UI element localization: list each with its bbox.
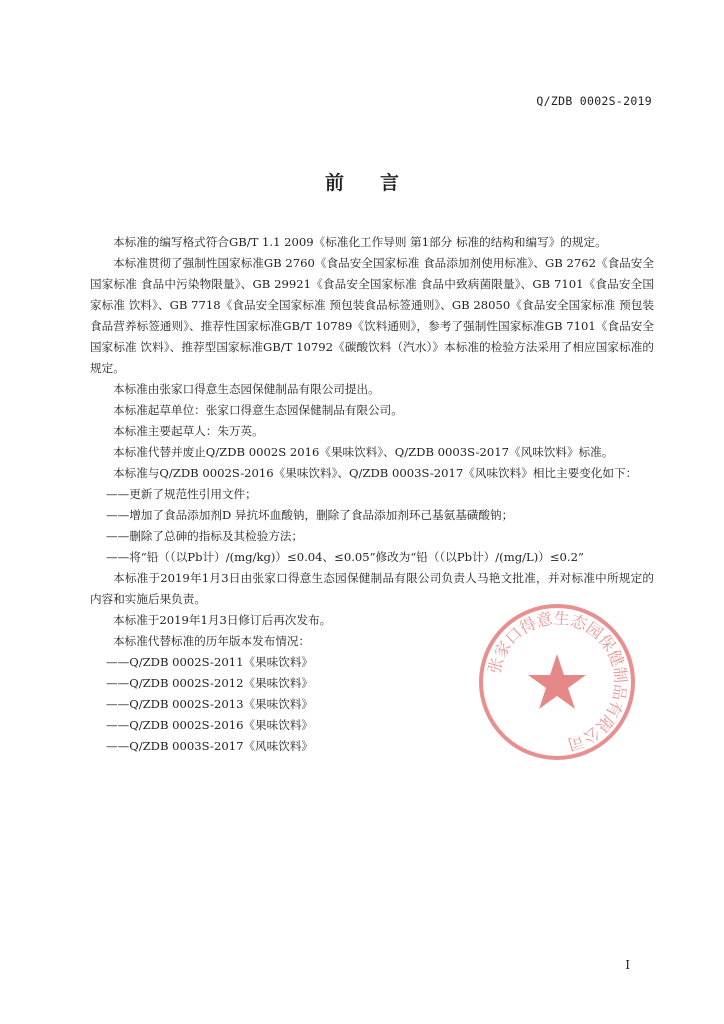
paragraph-replaces: 本标准代替并废止Q/ZDB 0002S 2016《果味饮料》、Q/ZDB 0003S-2017《风味饮料》标准。 <box>113 445 614 459</box>
history-item: ——Q/ZDB 0002S-2012《果味饮料》 <box>106 676 314 690</box>
history-item: ——Q/ZDB 0002S-2016《果味饮料》 <box>106 718 314 732</box>
paragraph-changes-intro: 本标准与Q/ZDB 0002S-2016《果味饮料》、Q/ZDB 0003S-2017《风味饮料》相比主要变化如下： <box>113 466 638 480</box>
change-item: ——将“铅（（以Pb计）/(mg/kg)）≤0.04、≤0.05”修改为“铅（（以Pb计）/(mg/L)）≤0.2” <box>106 550 584 564</box>
company-seal <box>475 600 639 764</box>
paragraph-history-intro: 本标准代替标准的历年版本发布情况： <box>113 634 311 648</box>
change-item: ——增加了食品添加剂D 异抗坏血酸钠，删除了食品添加剂环己基氨基磺酸钠； <box>106 508 514 522</box>
seal-star-icon <box>528 654 586 709</box>
paragraph-approval: 本标准于2019年1月3日由张家口得意生态园保健制品有限公司负责人马艳文批准，并对标准中所规定的内容和实施后果负责。 <box>90 571 654 606</box>
paragraph-release: 本标准于2019年1月3日修订后再次发布。 <box>113 613 332 627</box>
paragraph-references: 本标准贯彻了强制性国家标准GB 2760《食品安全国家标准 食品添加剂使用标准》、GB 2762《食品安全国家标准 食品中污染物限量》、GB 29921《食品安全国家标准 食品中致病菌限量》、GB 7101《食品安全国家标准 饮料》、GB 7718《食品安全国家标准 预包装食品标签通则》、GB 28050《食品安全国家标准 预包装食品营养标签通则》、推荐性国家标准GB/T 10789《饮料通则》，参考了强制性国家标准GB 7101《食品安全国家标准 饮料》、推荐型国家标准GB/T 10792《碳酸饮料（汽水）》本标准的检验方法采用了相应国家标准的规定。 <box>90 256 654 375</box>
history-item: ——Q/ZDB 0003S-2017《风味饮料》 <box>106 739 314 753</box>
seal-text: 张家口得意生态园保健制品有限公司 <box>484 608 631 755</box>
paragraph-drafting-unit: 本标准起草单位：张家口得意生态园保健制品有限公司。 <box>113 403 403 417</box>
change-item: ——更新了规范性引用文件； <box>106 487 257 501</box>
paragraph-drafter: 本标准主要起草人：朱万英。 <box>113 424 264 438</box>
page-number: I <box>625 958 630 972</box>
document-id: Q/ZDB 0002S-2019 <box>536 94 652 108</box>
change-item: ——删除了总砷的指标及其检验方法； <box>106 529 304 543</box>
history-item: ——Q/ZDB 0002S-2011《果味饮料》 <box>106 655 314 669</box>
paragraph-format: 本标准的编写格式符合GB/T 1.1 2009《标准化工作导则 第1部分 标准的结构和编写》的规定。 <box>113 235 607 249</box>
history-item: ——Q/ZDB 0002S-2013《果味饮料》 <box>106 697 314 711</box>
page-title: 前言 <box>324 172 435 194</box>
paragraph-proposer: 本标准由张家口得意生态园保健制品有限公司提出。 <box>113 382 380 396</box>
